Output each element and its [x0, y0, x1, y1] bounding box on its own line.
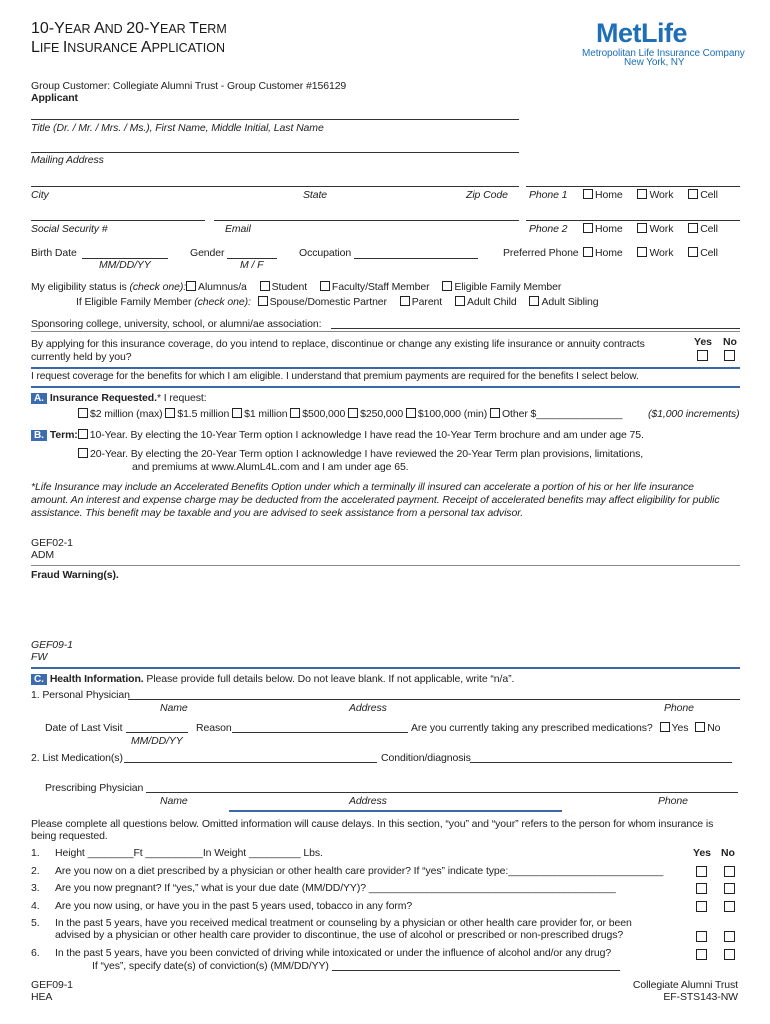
birth-date-format: MM/DD/YY: [99, 259, 151, 271]
cell-label: Cell: [700, 223, 718, 235]
adult-sibling-checkbox[interactable]: [529, 296, 539, 306]
question-4-text: Are you now using, or have you in the past 5 years used, tobacco in any form?: [55, 900, 413, 912]
question-3-no-checkbox[interactable]: [724, 883, 735, 894]
phone1-cell-checkbox[interactable]: [688, 189, 698, 199]
footer-form-number: EF-STS143-NW: [663, 991, 738, 1003]
work-label: Work: [649, 189, 674, 201]
section-a-heading: [31, 392, 207, 404]
question-2-no-checkbox[interactable]: [724, 866, 735, 877]
eligibility-row1: [31, 281, 561, 293]
prescribing-physician-line[interactable]: [146, 792, 738, 793]
question-6-number: 6.: [31, 947, 40, 959]
term-20-year-label: 20-Year. By electing the 20-Year Term option I acknowledge I have reviewed the 20-Year Term plan provisions, limitations,: [90, 448, 644, 460]
question-4-number: 4.: [31, 900, 40, 912]
term-10-year-label: 10-Year. By electing the 10-Year Term option I acknowledge I have read the 10-Year Term brochure and am under age 75.: [89, 429, 644, 441]
gender-format: M / F: [240, 259, 264, 271]
preferred-home-checkbox[interactable]: [583, 247, 593, 257]
ssn-line[interactable]: [31, 220, 205, 221]
date-last-visit-format: MM/DD/YY: [131, 735, 183, 747]
metlife-logo: MetLife: [596, 18, 687, 48]
complete-note-line2: being requested.: [31, 830, 108, 842]
condition-line[interactable]: [470, 762, 732, 763]
question-1-number: 1.: [31, 847, 40, 859]
reason-line[interactable]: [232, 732, 408, 733]
prescribed-medications-question: [411, 722, 720, 734]
amount-label: $1 million: [244, 408, 288, 420]
group-customer: Group Customer: Collegiate Alumni Trust - Group Customer #156129: [31, 80, 347, 92]
questions-no-header: No: [721, 847, 735, 859]
question-5-text-line2: advised by a physician or other health care provider to discontinue, the use of alcohol or prescribed or non-prescribed drugs?: [55, 929, 624, 941]
reason-label: Reason: [196, 722, 232, 734]
home-label: Home: [595, 189, 623, 201]
term-20-year-checkbox[interactable]: [78, 448, 88, 458]
term-10-year-checkbox[interactable]: [78, 429, 88, 439]
student-checkbox[interactable]: [260, 281, 270, 291]
replace-yes-checkbox[interactable]: [697, 350, 708, 361]
city-caption: City: [31, 189, 49, 201]
city-state-zip-line[interactable]: [31, 186, 519, 187]
fraud-warning-heading: Fraud Warning(s).: [31, 569, 119, 581]
phone2-cell-checkbox[interactable]: [688, 223, 698, 233]
preferred-phone-label: Preferred Phone: [503, 247, 579, 259]
cell-label: Cell: [700, 189, 718, 201]
increments-note: ($1,000 increments): [648, 408, 740, 420]
home-label: Home: [595, 223, 623, 235]
preferred-work-checkbox[interactable]: [637, 247, 647, 257]
amount-label: $250,000: [360, 408, 404, 420]
question-6-text-line2: If “yes”, specify date(s) of conviction(s) (MM/DD/YY): [92, 960, 329, 972]
request-statement: I request coverage for the benefits for which I am eligible. I understand that premium payments are required for the benefits I select below.: [31, 371, 639, 382]
check-one-hint: (check one):: [129, 281, 187, 293]
section-b-option2: [78, 448, 643, 460]
phone2-type-options: [583, 223, 718, 235]
adult-sibling-label: Adult Sibling: [541, 296, 599, 308]
replace-yes-label: Yes: [694, 336, 712, 348]
amount-250k-checkbox[interactable]: [348, 408, 358, 418]
divider: [31, 331, 740, 332]
questions-yes-header: Yes: [693, 847, 711, 859]
condition-label: Condition/diagnosis: [381, 752, 471, 764]
occupation-line[interactable]: [354, 258, 478, 259]
footer-form-hea: HEA: [31, 991, 53, 1003]
birth-date-label: Birth Date: [31, 247, 77, 259]
mailing-address-line[interactable]: [31, 152, 519, 153]
date-last-visit-label: Date of Last Visit: [45, 722, 123, 734]
alumnus-label: Alumnus/a: [198, 281, 247, 293]
coverage-amount-options: [78, 408, 622, 420]
question-1-text: Height ________Ft __________In Weight _________ Lbs.: [55, 847, 323, 859]
section-divider: [229, 810, 562, 812]
no-label: No: [707, 722, 721, 734]
question-2-number: 2.: [31, 865, 40, 877]
personal-physician-line[interactable]: [128, 699, 740, 700]
ssn-caption: Social Security #: [31, 223, 108, 235]
form-code-adm: ADM: [31, 549, 55, 561]
replace-no-label: No: [723, 336, 737, 348]
adult-child-label: Adult Child: [466, 296, 517, 308]
question-2-text: Are you now on a diet prescribed by a physician or other health care provider? If “yes” indicate type:___________________________: [55, 865, 664, 877]
amount-1-5m-checkbox[interactable]: [165, 408, 175, 418]
name-input-line[interactable]: [31, 119, 519, 120]
divider: [31, 565, 740, 566]
phone2-caption: Phone 2: [529, 223, 568, 235]
physician-name-caption: Name: [160, 702, 188, 714]
question-2-yes-checkbox[interactable]: [696, 866, 707, 877]
amount-other-checkbox[interactable]: [490, 408, 500, 418]
work-label: Work: [649, 223, 674, 235]
eligible-family-label: Eligible Family Member: [454, 281, 562, 293]
medications-line[interactable]: [124, 762, 377, 763]
email-line[interactable]: [214, 220, 519, 221]
question-5-no-checkbox[interactable]: [724, 931, 735, 942]
question-3-yes-checkbox[interactable]: [696, 883, 707, 894]
amount-1m-checkbox[interactable]: [232, 408, 242, 418]
eligibility-label: My eligibility status is: [31, 281, 127, 293]
prescribed-no-checkbox[interactable]: [695, 722, 705, 732]
student-label: Student: [271, 281, 308, 293]
amount-500k-checkbox[interactable]: [290, 408, 300, 418]
list-medications-label: 2. List Medication(s): [31, 752, 123, 764]
section-b-option2-line2: and premiums at www.AlumL4L.com and I am under age 65.: [132, 461, 409, 473]
disclaimer-line3: assistance. This benefit may be taxable and you are advised to seek assistance from a personal tax advisor.: [31, 507, 524, 519]
complete-note-line1: Please complete all questions below. Omitted information will cause delays. In this section, “you” and “your” refers to the person for whom insurance is: [31, 818, 714, 830]
amount-label: $100,000 (min): [417, 408, 488, 420]
section-divider: [31, 667, 740, 669]
form-code-gef09: GEF09-1: [31, 639, 73, 651]
adult-child-checkbox[interactable]: [455, 296, 465, 306]
prescribing-physician-label: Prescribing Physician: [45, 782, 144, 794]
applicant-heading: Applicant: [31, 92, 78, 104]
section-divider: [31, 367, 740, 369]
eligible-family-checkbox[interactable]: [442, 281, 452, 291]
question-6-text: In the past 5 years, have you been convicted of driving while intoxicated or under the influence of alcohol and/or any drug?: [55, 947, 612, 959]
form-code-gef02: GEF02-1: [31, 537, 73, 549]
prescribing-phone-caption: Phone: [658, 795, 688, 807]
amount-other-label: Other $_______________: [501, 408, 623, 420]
phone1-work-checkbox[interactable]: [637, 189, 647, 199]
company-name: Metropolitan Life Insurance Company: [582, 48, 745, 59]
faculty-staff-label: Faculty/Staff Member: [331, 281, 430, 293]
i-request-label: * I request:: [156, 392, 207, 404]
health-instructions: Please provide full details below. Do not leave blank. If not applicable, write “n/a”.: [146, 673, 515, 685]
disclaimer-line1: *Life Insurance may include an Accelerated Benefits Option under which a terminally ill insured can accelerate a portion of his or her life insurance: [31, 481, 694, 493]
alumnus-checkbox[interactable]: [186, 281, 196, 291]
phone1-home-checkbox[interactable]: [583, 189, 593, 199]
question-5-text: In the past 5 years, have you received medical treatment or counseling by a physician or other health care provider for, or been: [55, 917, 632, 929]
form-title-line1: 10-YEAR AND 20-YEAR TERM: [31, 20, 227, 37]
physician-phone-caption: Phone: [664, 702, 694, 714]
replace-question-line2: currently held by you?: [31, 351, 132, 363]
question-3-text: Are you now pregnant? If “yes,” what is your due date (MM/DD/YY)? ___________________________________________: [55, 882, 616, 894]
zip-caption: Zip Code: [466, 189, 508, 201]
amount-100k-checkbox[interactable]: [406, 408, 416, 418]
amount-label: $500,000: [302, 408, 346, 420]
question-5-yes-checkbox[interactable]: [696, 931, 707, 942]
prescribed-yes-checkbox[interactable]: [660, 722, 670, 732]
cell-label: Cell: [700, 247, 718, 259]
preferred-cell-checkbox[interactable]: [688, 247, 698, 257]
footer-form-code: GEF09-1: [31, 979, 73, 991]
preferred-phone-options: [583, 247, 718, 259]
amount-label: $2 million (max): [90, 408, 163, 420]
section-a-tag: A.: [31, 393, 47, 404]
prescribed-question-text: Are you currently taking any prescribed medications?: [411, 722, 653, 734]
yes-label: Yes: [671, 722, 689, 734]
amount-2m-checkbox[interactable]: [78, 408, 88, 418]
occupation-label: Occupation: [299, 247, 352, 259]
section-c-tag: C.: [31, 674, 47, 685]
spouse-label: Spouse/Domestic Partner: [269, 296, 387, 308]
phone1-caption: Phone 1: [529, 189, 568, 201]
form-title-line2: LIFE INSURANCE APPLICATION: [31, 39, 225, 56]
section-b-tag: B.: [31, 430, 47, 441]
phone2-work-checkbox[interactable]: [637, 223, 647, 233]
question-6-no-checkbox[interactable]: [724, 949, 735, 960]
date-last-visit-line[interactable]: [126, 732, 188, 733]
question-3-number: 3.: [31, 882, 40, 894]
faculty-staff-checkbox[interactable]: [320, 281, 330, 291]
disclaimer-line2: amount. An interest and expense charge may be deducted from the accelerated payment. Receipt of accelerated benefits may affect eligibility for public: [31, 494, 720, 506]
state-caption: State: [303, 189, 328, 201]
work-label: Work: [649, 247, 674, 259]
footer-trust-name: Collegiate Alumni Trust: [632, 979, 738, 991]
name-caption: Title (Dr. / Mr. / Mrs. / Ms.), First Name, Middle Initial, Last Name: [31, 122, 324, 134]
parent-checkbox[interactable]: [400, 296, 410, 306]
question-5-number: 5.: [31, 917, 40, 929]
physician-address-caption: Address: [349, 702, 387, 714]
conviction-dates-line[interactable]: [332, 970, 620, 971]
form-code-fw: FW: [31, 651, 48, 663]
sponsoring-line[interactable]: [331, 328, 740, 329]
home-label: Home: [595, 247, 623, 259]
parent-label: Parent: [411, 296, 443, 308]
family-member-label: If Eligible Family Member: [76, 296, 192, 308]
health-information-title: Health Information.: [49, 673, 144, 685]
replace-no-checkbox[interactable]: [724, 350, 735, 361]
question-4-no-checkbox[interactable]: [724, 901, 735, 912]
company-location: New York, NY: [624, 57, 685, 68]
spouse-checkbox[interactable]: [258, 296, 268, 306]
eligibility-row2: [76, 296, 599, 308]
phone2-line[interactable]: [526, 220, 740, 221]
personal-physician-label: 1. Personal Physician: [31, 689, 130, 701]
section-b-option1: [31, 429, 644, 441]
gender-label: Gender: [190, 247, 225, 259]
prescribing-address-caption: Address: [349, 795, 387, 807]
phone1-type-options: [583, 189, 718, 201]
phone1-line[interactable]: [526, 186, 740, 187]
mailing-caption: Mailing Address: [31, 154, 104, 166]
amount-label: $1.5 million: [177, 408, 230, 420]
replace-question-line1: By applying for this insurance coverage, do you intend to replace, discontinue or change any existing life insurance or annuity contracts: [31, 338, 645, 350]
insurance-requested-title: Insurance Requested.: [49, 392, 157, 404]
prescribing-name-caption: Name: [160, 795, 188, 807]
section-divider: [31, 386, 740, 388]
email-caption: Email: [225, 223, 251, 235]
term-title: Term:: [49, 429, 78, 441]
question-4-yes-checkbox[interactable]: [696, 901, 707, 912]
phone2-home-checkbox[interactable]: [583, 223, 593, 233]
check-one-hint: (check one):: [194, 296, 251, 308]
sponsoring-label: Sponsoring college, university, school, or alumni/ae association:: [31, 318, 322, 330]
section-c-heading: [31, 673, 514, 685]
question-6-yes-checkbox[interactable]: [696, 949, 707, 960]
